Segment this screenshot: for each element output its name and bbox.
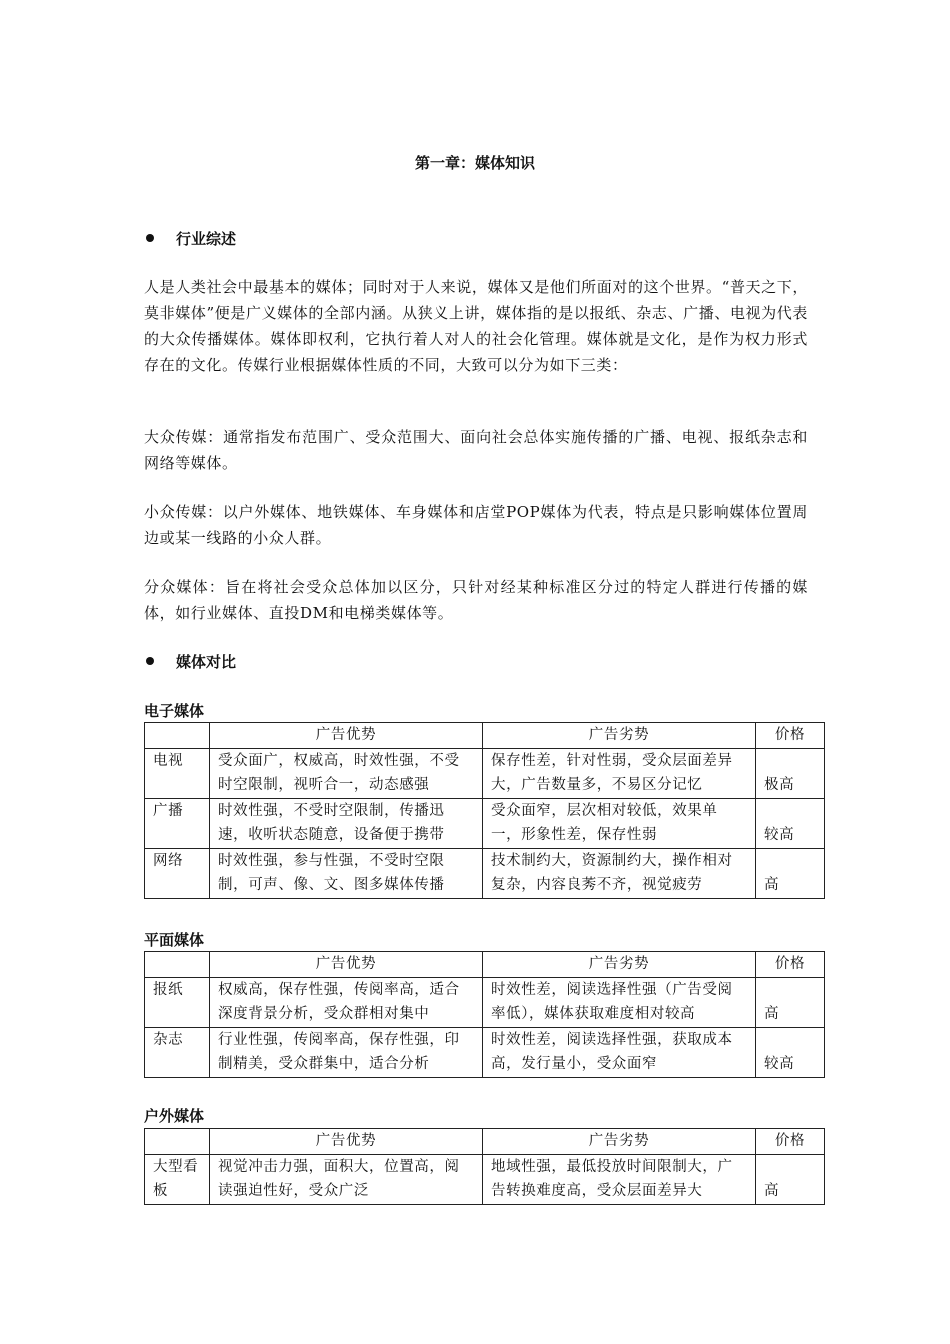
table-row (145, 798, 825, 848)
paragraph-intro: 人是人类社会中最基本的媒体；同时对于人来说，媒体又是他们所面对的这个世界。“普天之下，莫非媒体”便是广义媒体的全部内涵。从狭义上讲，媒体指的是以报纸、杂志、广播、电视为代表的大众传播媒体。媒体即权利，它执行着人对人的社会化管理。媒体就是文化，是作为权力形式存在的文化。传媒行业根据媒体性质的不同，大致可以分为如下三类： (144, 278, 808, 374)
cell-disadvantage: 时效性差，阅读选择性强（广告受阅率低），媒体获取难度相对较高 (483, 977, 756, 1027)
table-row (145, 1154, 825, 1204)
table-label-print: 平面媒体 (144, 931, 205, 949)
cell-media-name: 报纸 (145, 977, 210, 1027)
cell-price: 极高 (756, 748, 825, 798)
table-label-electronic: 电子媒体 (144, 702, 205, 720)
section-heading-comparison (146, 651, 236, 672)
header-cell-disadvantage: 广告劣势 (483, 723, 756, 749)
table-outdoor-media (144, 1128, 825, 1205)
paragraph-segmented-media: 分众媒体：旨在将社会受众总体加以区分，只针对经某种标准区分过的特定人群进行传播的媒体，如行业媒体、直投DM和电梯类媒体等。 (144, 578, 808, 622)
cell-media-name: 网络 (145, 848, 210, 898)
header-cell-advantage: 广告优势 (210, 723, 483, 749)
cell-advantage: 权威高，保存性强，传阅率高，适合深度背景分析，受众群相对集中 (210, 977, 483, 1027)
table-row (145, 977, 825, 1027)
header-cell-name (145, 952, 210, 978)
header-cell-price: 价格 (756, 723, 825, 749)
table-label-outdoor: 户外媒体 (144, 1107, 205, 1125)
table-header-row (145, 952, 825, 978)
header-cell-price: 价格 (756, 952, 825, 978)
cell-media-name: 广播 (145, 798, 210, 848)
cell-advantage: 时效性强，不受时空限制，传播迅速，收听状态随意，设备便于携带 (210, 798, 483, 848)
header-cell-disadvantage: 广告劣势 (483, 1129, 756, 1155)
section-heading-label: 行业综述 (176, 230, 237, 248)
header-cell-name (145, 1129, 210, 1155)
section-heading-overview (146, 228, 236, 249)
cell-advantage: 视觉冲击力强，面积大，位置高，阅读强迫性好，受众广泛 (210, 1154, 483, 1204)
cell-price: 较高 (756, 798, 825, 848)
header-cell-disadvantage: 广告劣势 (483, 952, 756, 978)
section-heading-label: 媒体对比 (176, 653, 237, 671)
page-title: 第一章：媒体知识 (414, 154, 535, 172)
table-row (145, 748, 825, 798)
table-row (145, 848, 825, 898)
cell-disadvantage: 时效性差，阅读选择性强，获取成本高，发行量小，受众面窄 (483, 1027, 756, 1077)
cell-price: 高 (756, 977, 825, 1027)
cell-price: 较高 (756, 1027, 825, 1077)
cell-media-name: 电视 (145, 748, 210, 798)
bullet-icon (146, 657, 154, 665)
bullet-icon (146, 234, 154, 242)
cell-disadvantage: 技术制约大，资源制约大，操作相对复杂，内容良莠不齐，视觉疲劳 (483, 848, 756, 898)
cell-advantage: 时效性强，参与性强，不受时空限制，可声、像、文、图多媒体传播 (210, 848, 483, 898)
cell-advantage: 受众面广，权威高，时效性强，不受时空限制，视听合一，动态感强 (210, 748, 483, 798)
table-header-row (145, 1129, 825, 1155)
paragraph-mass-media: 大众传媒：通常指发布范围广、受众范围大、面向社会总体实施传播的广播、电视、报纸杂志和网络等媒体。 (144, 428, 808, 472)
cell-media-name: 大型看板 (145, 1154, 210, 1204)
header-cell-price: 价格 (756, 1129, 825, 1155)
cell-media-name: 杂志 (145, 1027, 210, 1077)
table-print-media (144, 951, 825, 1078)
table-electronic-media (144, 722, 825, 899)
cell-disadvantage: 受众面窄，层次相对较低，效果单一，形象性差，保存性弱 (483, 798, 756, 848)
table-row (145, 1027, 825, 1077)
paragraph-niche-media: 小众传媒：以户外媒体、地铁媒体、车身媒体和店堂POP媒体为代表，特点是只影响媒体位置周边或某一线路的小众人群。 (144, 503, 808, 547)
header-cell-advantage: 广告优势 (210, 952, 483, 978)
cell-price: 高 (756, 1154, 825, 1204)
header-cell-advantage: 广告优势 (210, 1129, 483, 1155)
header-cell-name (145, 723, 210, 749)
cell-disadvantage: 保存性差，针对性弱，受众层面差异大，广告数量多，不易区分记忆 (483, 748, 756, 798)
cell-advantage: 行业性强，传阅率高，保存性强，印制精美，受众群集中，适合分析 (210, 1027, 483, 1077)
cell-price: 高 (756, 848, 825, 898)
table-header-row (145, 723, 825, 749)
cell-disadvantage: 地域性强，最低投放时间限制大，广告转换难度高，受众层面差异大 (483, 1154, 756, 1204)
